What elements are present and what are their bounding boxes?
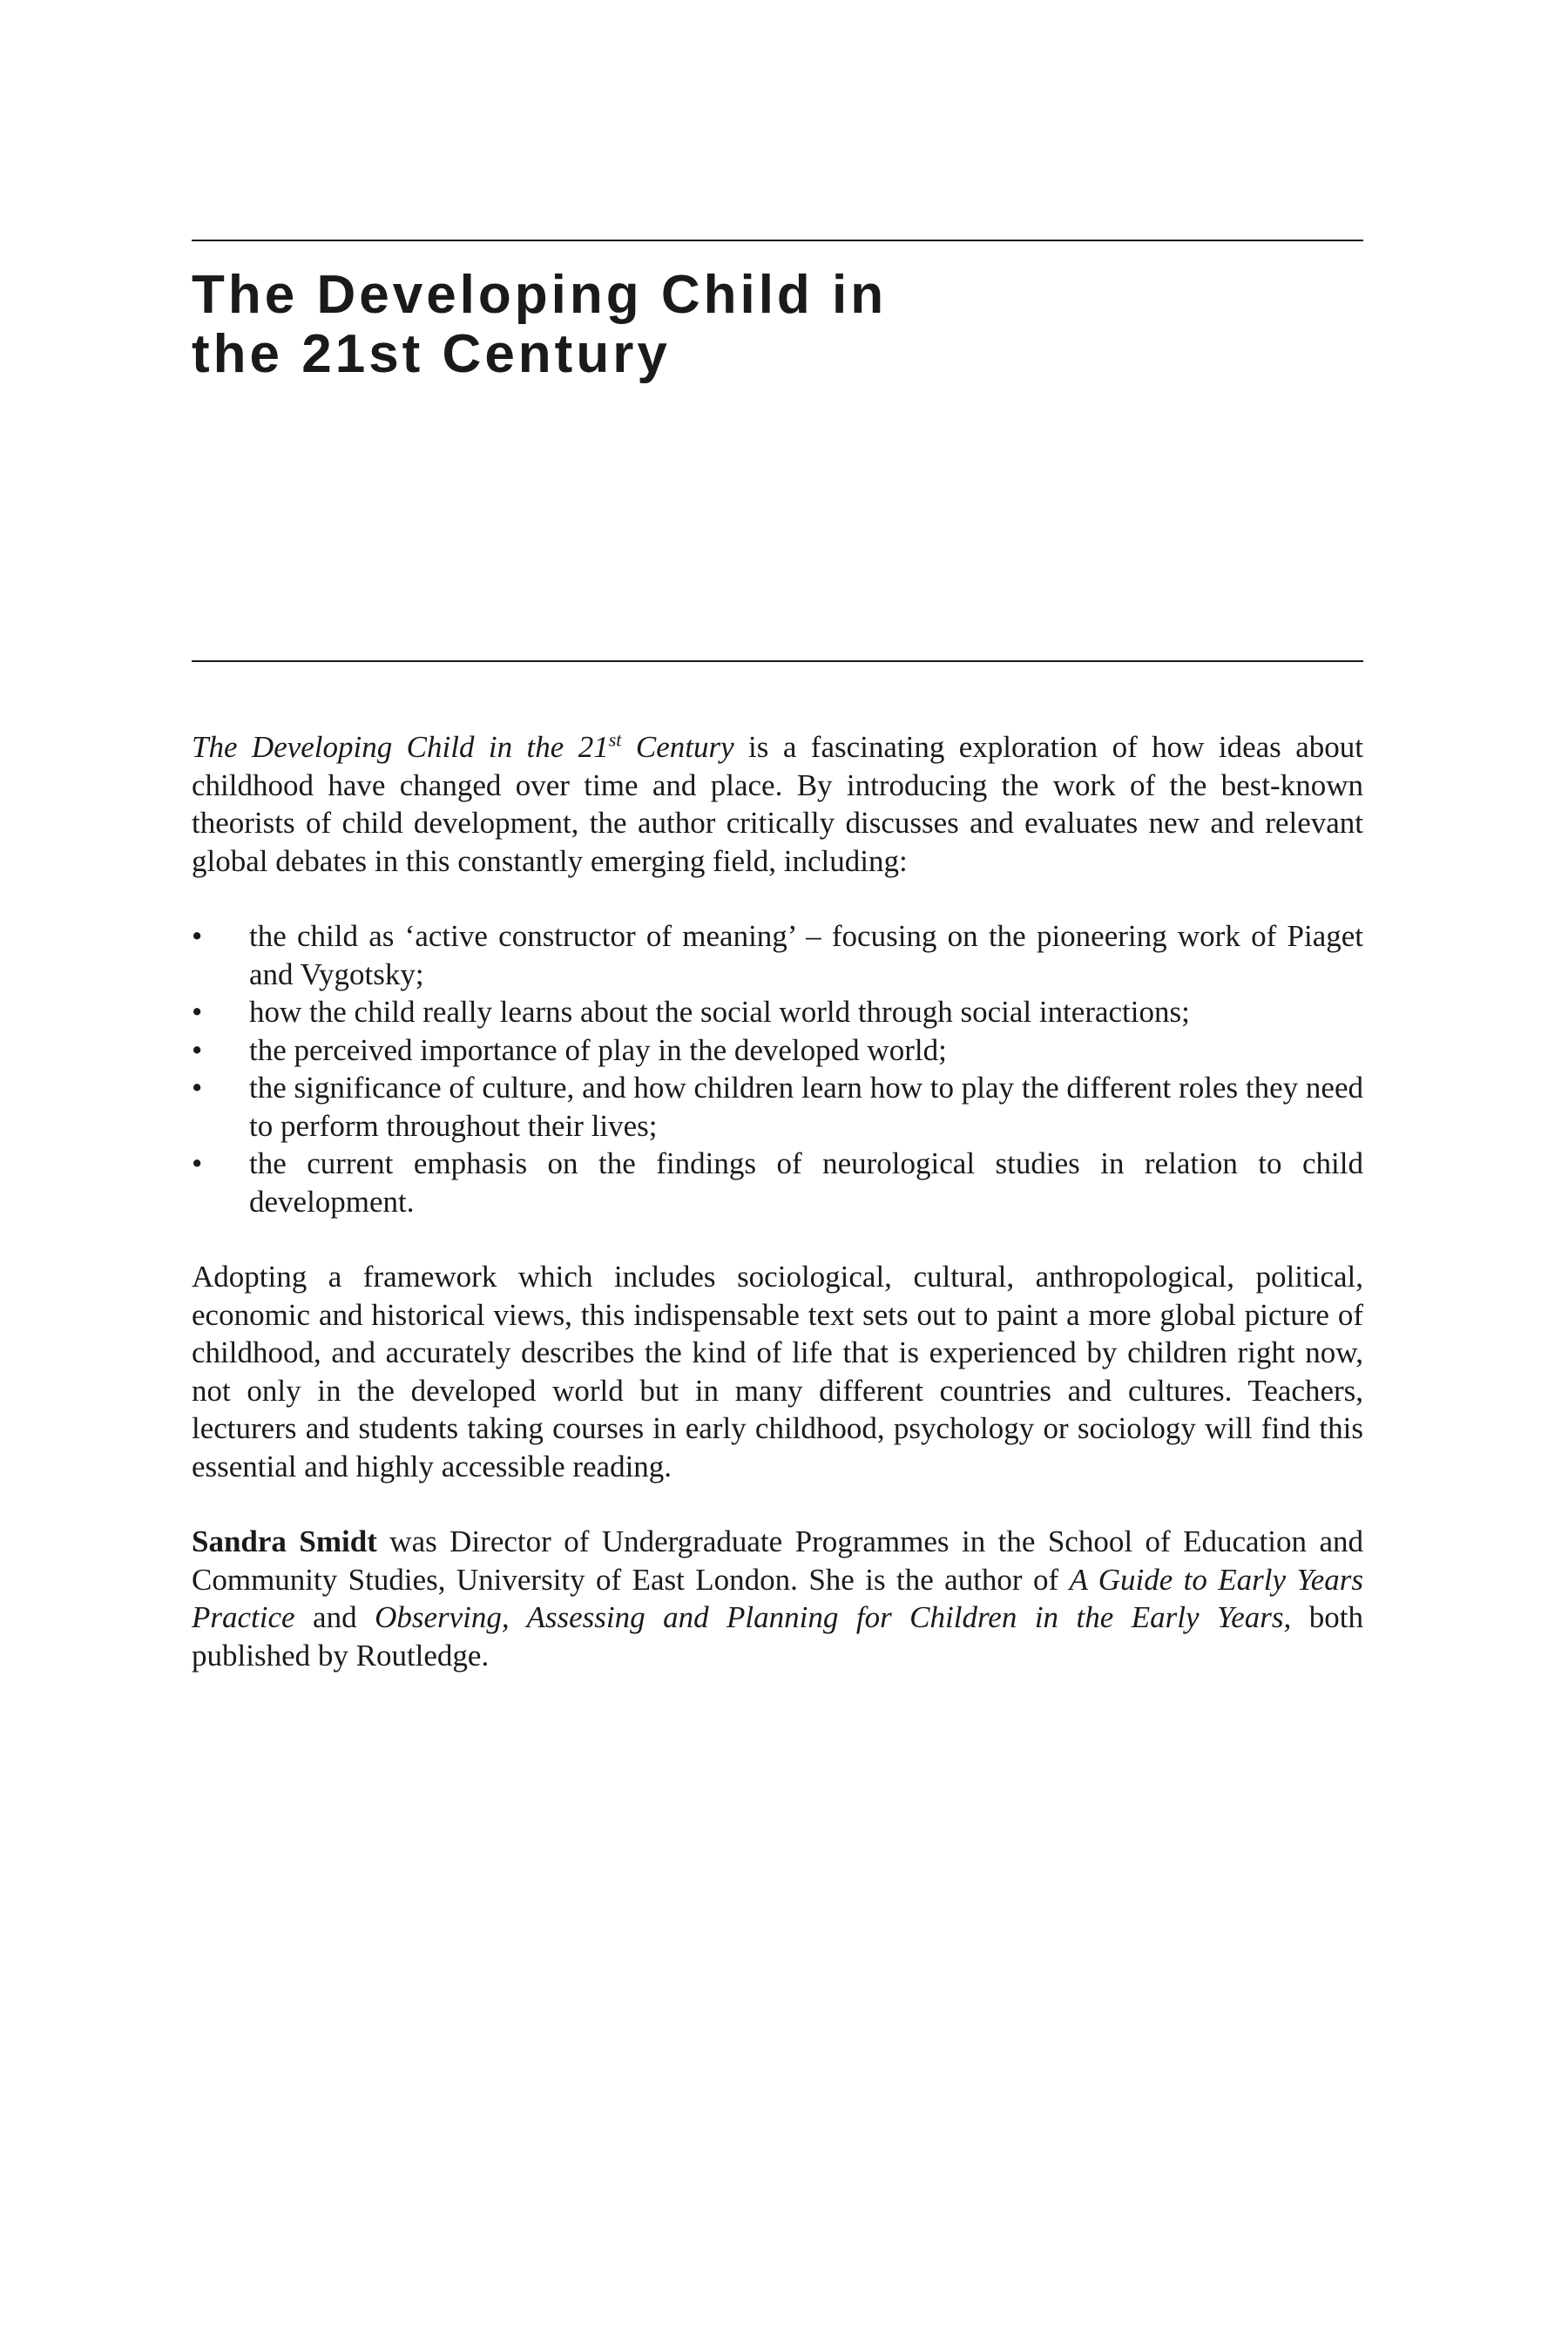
bottom-rule <box>192 660 1363 662</box>
book-title-line-1: The Developing Child in <box>192 265 888 325</box>
list-item: • the perceived importance of play in the developed world; <box>192 1031 1363 1070</box>
bullet-icon: • <box>192 919 203 953</box>
list-item: • how the child really learns about the social world through social interactions; <box>192 993 1363 1031</box>
list-item: • the current emphasis on the findings of neurological studies in relation to child development. <box>192 1146 1363 1219</box>
back-cover-text <box>192 728 1363 1674</box>
book-title-line-2: the 21st Century <box>192 324 671 384</box>
book-title <box>192 266 887 384</box>
summary-paragraph: Adopting a framework which includes sociological, cultural, anthropological, political, economic and historical views, this indispensable text sets out to paint a more global picture of childhood, and accurately describes the kind of life that is experienced by children right now, not only in the developed world but in many different countries and cultures. Teachers, lecturers and students taking courses in early childhood, psychology or sociology will find this essential and highly accessible reading. <box>192 1260 1363 1484</box>
blurb-book-title: The Developing Child in the 21st Century <box>192 728 734 764</box>
bullet-icon: • <box>192 1032 203 1067</box>
author-name: Sandra Smidt <box>192 1524 377 1558</box>
top-rule <box>192 240 1363 241</box>
bullet-icon: • <box>192 1071 203 1105</box>
author-bio: Sandra Smidt was Director of Undergraduate Programmes in the School of Education and Community Studies, University of East London. She is the author of A Guide to Early Years Practice and Observing, Assessing and Planning for Children in the Early Years, both published by Routledge. <box>192 1524 1364 1673</box>
author-book-1: A Guide to Early Years Practice <box>192 1562 1363 1634</box>
blurb-paragraph <box>192 728 1363 880</box>
list-item: • the child as ‘active constructor of meaning’ – focusing on the pioneering work of Piaget and Vygotsky; <box>192 919 1363 991</box>
topic-list <box>192 917 1363 1220</box>
blurb-text: is a fascinating exploration of how ideas about childhood have changed over time and place. By introducing the work of the best-known theorists of child development, the author critically discusses and evaluates new and relevant global debates in this constantly emerging field, including: <box>192 730 1363 878</box>
bullet-icon: • <box>192 1146 203 1180</box>
bullet-icon: • <box>192 995 203 1029</box>
list-item: • the significance of culture, and how children learn how to play the different roles they need to perform throughout their lives; <box>192 1071 1363 1143</box>
author-book-2: Observing, Assessing and Planning for Children in the Early Years, <box>375 1600 1292 1634</box>
